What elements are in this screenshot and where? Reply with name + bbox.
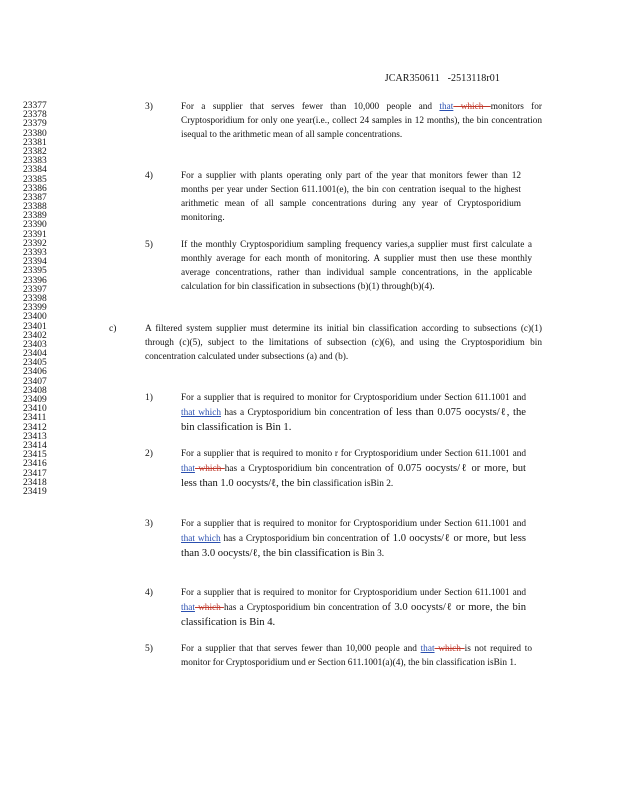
item-number: 2): [145, 449, 153, 459]
paragraph-c4: [181, 587, 526, 631]
inserted-text: that which: [181, 533, 221, 544]
line-number: 23384: [23, 165, 47, 176]
paragraph-item-5: If the monthly Cryptosporidium sampling frequency varies,a supplier must first calculate a monthly average for each month of monitoring. A supplier must then use these monthly average concentrations, rather than individual sample concentrations, in the applicable calculation for bin classification in subsections (b)(1) through(b)(4).: [181, 240, 532, 292]
line-number: 23392: [23, 238, 47, 249]
line-number: 23391: [23, 229, 47, 240]
item-number: 4): [145, 171, 153, 181]
item-number: 1): [145, 393, 153, 403]
item-number: 5): [145, 240, 153, 250]
text: For a supplier that is required to monitor for Cryptosporidium under Section 611.1001 and: [181, 519, 526, 529]
line-number: 23396: [23, 275, 47, 286]
inserted-text: that: [420, 644, 435, 654]
text: is not required to monitor for Cryptosporidium und er Section 611.1001(a)(4), the bin classification isBin 1.: [181, 644, 532, 668]
document-id: JCAR350611 -2513118r01: [384, 73, 500, 84]
deleted-text: which: [453, 102, 491, 112]
line-number: 23383: [23, 156, 47, 167]
item-number: 4): [145, 588, 153, 598]
line-number: 23399: [23, 303, 47, 314]
text: of 0.075 oocysts/ℓ or more, but less than 1.0 oocysts/ℓ, the bin: [181, 462, 526, 489]
line-number: 23418: [23, 477, 47, 488]
line-number: 23404: [23, 349, 47, 360]
inserted-text: that which: [181, 407, 221, 418]
line-number: 23395: [23, 266, 47, 277]
line-number: 23388: [23, 202, 47, 213]
item-number: 5): [145, 644, 153, 654]
text: classification isBin 2.: [310, 478, 394, 489]
line-number: 23401: [23, 321, 47, 332]
inserted-text: that: [181, 463, 195, 474]
line-number: 23386: [23, 183, 47, 194]
line-number: 23415: [23, 450, 47, 461]
line-number: 23403: [23, 339, 47, 350]
line-number: 23400: [23, 312, 47, 323]
text: has a Cryptosporidium bin concentration: [223, 602, 383, 613]
deleted-text: which: [434, 644, 465, 654]
line-number: 23406: [23, 367, 47, 378]
line-number: 23398: [23, 293, 47, 304]
text: has a Cryptosporidium bin concentration: [220, 533, 381, 544]
line-number: 23377: [23, 101, 47, 111]
text: of 1.0 oocysts/ℓ or more, but less than 3.0 oocysts/ℓ, the bin classification: [181, 532, 526, 559]
section-letter: c): [109, 324, 117, 334]
line-number: 23385: [23, 174, 47, 185]
paragraph-item-3: [181, 101, 542, 143]
line-number: 23397: [23, 284, 47, 295]
line-number: 23389: [23, 211, 47, 222]
line-number: 23382: [23, 146, 47, 157]
line-number: 23390: [23, 220, 47, 231]
deleted-text: which: [194, 602, 224, 613]
text: of less than 0.075 oocysts/ℓ, the bin classification is Bin 1.: [181, 406, 526, 433]
text: For a supplier that is required to monito r for Cryptosporidium under Section 611.1001 and: [181, 449, 526, 459]
line-number: 23407: [23, 376, 47, 387]
line-number: 23405: [23, 358, 47, 369]
line-number: 23416: [23, 459, 47, 470]
text: of 3.0 oocysts/ℓ or more, the bin classification is Bin 4.: [181, 601, 526, 628]
line-number: 23387: [23, 192, 47, 203]
line-number: 23413: [23, 431, 47, 442]
line-number: 23393: [23, 248, 47, 258]
line-number: 23419: [23, 486, 47, 497]
text: For a supplier that is required to monitor for Cryptosporidium under Section 611.1001 and: [181, 393, 526, 403]
text: has a Cryptosporidium bin concentration: [221, 407, 384, 418]
text: For a supplier that that serves fewer than 10,000 people and: [181, 644, 421, 654]
line-number: 23412: [23, 422, 47, 433]
item-number: 3): [145, 519, 153, 529]
paragraph-c: A filtered system supplier must determine its initial bin classification according to subsections (c)(1) through (c)(5), subject to the limitations of subsection (c)(6), and using the Cryptosporidium bin concentration calculated under subsections (a) and (b).: [145, 324, 542, 362]
inserted-text: that: [439, 102, 454, 112]
paragraph-c3: [181, 518, 526, 562]
line-number: 23381: [23, 137, 47, 148]
line-number: 23409: [23, 395, 47, 405]
line-number: 23414: [23, 440, 47, 451]
line-number: 23379: [23, 119, 47, 130]
text: monitors for Cryptosporidium for only one year(i.e., collect 24 samples in 12 months), the bin concentration isequal to the arithmetic mean of all sample concentrations.: [181, 102, 542, 140]
line-number: 23378: [23, 110, 47, 121]
text: has a Cryptosporidium bin concentration: [224, 463, 385, 474]
deleted-text: which: [194, 463, 225, 474]
paragraph-c1: [181, 392, 526, 436]
line-number: 23411: [23, 413, 47, 424]
line-number: 23417: [23, 468, 47, 479]
text: For a supplier that is required to monitor for Cryptosporidium under Section 611.1001 and: [181, 588, 526, 598]
paragraph-c5: [181, 643, 532, 671]
paragraph-item-4: For a supplier with plants operating only part of the year that monitors fewer than 12 months per year under Section 611.1001(e), the bin con centration isequal to the highest arithmetic mean of all sample concentrations during any year of Cryptosporidium monitoring.: [181, 171, 521, 223]
paragraph-c2: [181, 448, 526, 492]
line-numbers: [23, 102, 47, 497]
line-number: 23394: [23, 257, 47, 268]
line-number: 23408: [23, 385, 47, 396]
line-number: 23410: [23, 404, 47, 415]
inserted-text: that: [181, 602, 195, 613]
item-number: 3): [145, 102, 153, 112]
line-number: 23402: [23, 330, 47, 341]
line-number: 23380: [23, 128, 47, 139]
text: is Bin 3.: [350, 548, 385, 559]
text: For a supplier that serves fewer than 10,000 people and: [181, 102, 440, 112]
